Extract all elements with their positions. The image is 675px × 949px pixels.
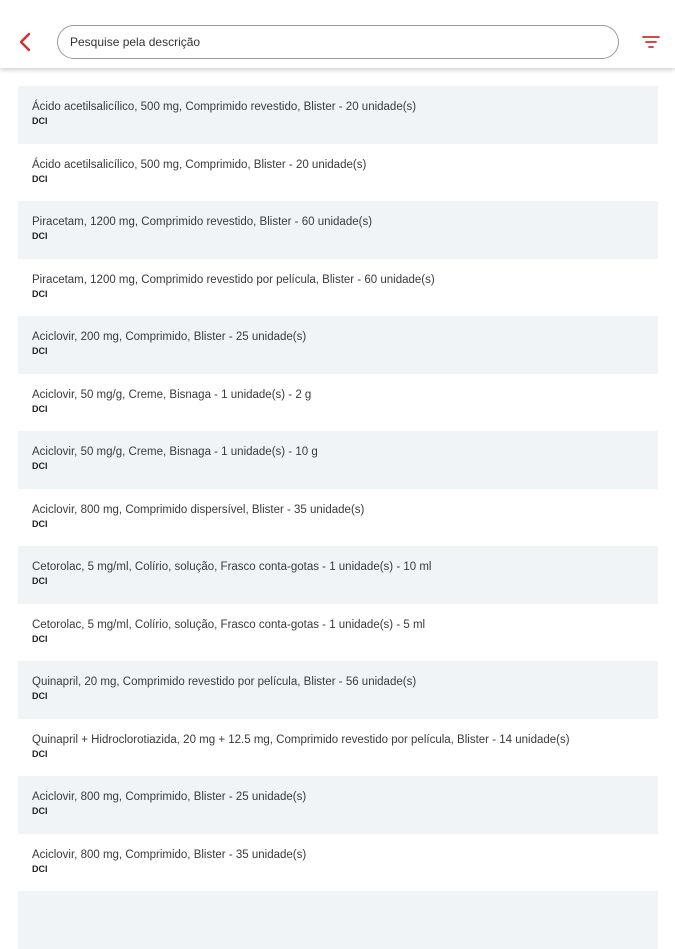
list-item[interactable] xyxy=(18,144,658,202)
item-tag: DCI xyxy=(32,173,48,184)
item-tag: DCI xyxy=(32,748,48,759)
item-description: Aciclovir, 200 mg, Comprimido, Blister - 25 unidade(s) xyxy=(32,331,307,343)
list-item[interactable] xyxy=(18,259,658,317)
item-tag: DCI xyxy=(32,691,48,701)
list-item[interactable] xyxy=(18,316,658,374)
top-app-bar xyxy=(0,0,675,68)
list-item[interactable] xyxy=(18,86,658,144)
item-tag: DCI xyxy=(32,403,48,414)
chevron-left-icon xyxy=(18,32,32,52)
item-description: Ácido acetilsalicílico, 500 mg, Comprimido revestido, Blister - 20 unidade(s) xyxy=(32,101,417,113)
search-input[interactable] xyxy=(68,34,608,50)
filter-button[interactable] xyxy=(638,29,664,55)
item-tag: DCI xyxy=(32,863,48,874)
item-tag: DCI xyxy=(32,116,48,126)
item-tag: DCI xyxy=(32,461,48,471)
back-button[interactable] xyxy=(10,27,40,57)
item-tag: DCI xyxy=(32,806,48,816)
list-item[interactable] xyxy=(18,776,658,834)
filter-icon xyxy=(642,35,660,49)
item-tag: DCI xyxy=(32,633,48,644)
item-description: Piracetam, 1200 mg, Comprimido revestido por película, Blister - 60 unidade(s) xyxy=(32,273,435,286)
item-description: Aciclovir, 800 mg, Comprimido, Blister - 25 unidade(s) xyxy=(32,791,307,803)
list-item[interactable] xyxy=(18,719,658,777)
item-tag: DCI xyxy=(32,518,48,529)
list-item[interactable] xyxy=(18,201,658,259)
item-tag: DCI xyxy=(32,576,48,586)
item-description: Aciclovir, 50 mg/g, Creme, Bisnaga - 1 unidade(s) - 2 g xyxy=(32,388,312,401)
list-item[interactable] xyxy=(18,834,658,892)
search-field[interactable] xyxy=(57,25,619,59)
item-description: Quinapril, 20 mg, Comprimido revestido por película, Blister - 56 unidade(s) xyxy=(32,676,417,688)
item-description: Piracetam, 1200 mg, Comprimido revestido, Blister - 60 unidade(s) xyxy=(32,216,373,228)
medicine-list xyxy=(18,86,658,949)
list-item[interactable] xyxy=(18,431,658,489)
item-description: Cetorolac, 5 mg/ml, Colírio, solução, Frasco conta-gotas - 1 unidade(s) - 10 ml xyxy=(32,561,432,573)
list-item[interactable] xyxy=(18,374,658,432)
item-description: Cetorolac, 5 mg/ml, Colírio, solução, Frasco conta-gotas - 1 unidade(s) - 5 ml xyxy=(32,618,426,631)
item-tag: DCI xyxy=(32,288,48,299)
list-item[interactable] xyxy=(18,489,658,547)
list-item[interactable] xyxy=(18,546,658,604)
item-tag: DCI xyxy=(32,346,48,356)
item-description: Aciclovir, 800 mg, Comprimido, Blister - 35 unidade(s) xyxy=(32,848,307,861)
list-item[interactable] xyxy=(18,661,658,719)
item-description: Ácido acetilsalicílico, 500 mg, Comprimido, Blister - 20 unidade(s) xyxy=(32,158,367,171)
list-item[interactable] xyxy=(18,604,658,662)
item-description: Aciclovir, 50 mg/g, Creme, Bisnaga - 1 unidade(s) - 10 g xyxy=(32,446,318,458)
item-tag: DCI xyxy=(32,231,48,241)
item-description: Aciclovir, 800 mg, Comprimido dispersível, Blister - 35 unidade(s) xyxy=(32,503,365,516)
item-description: Quinapril + Hidroclorotiazida, 20 mg + 12.5 mg, Comprimido revestido por película, Blister - 14 unidade(s) xyxy=(32,733,570,746)
